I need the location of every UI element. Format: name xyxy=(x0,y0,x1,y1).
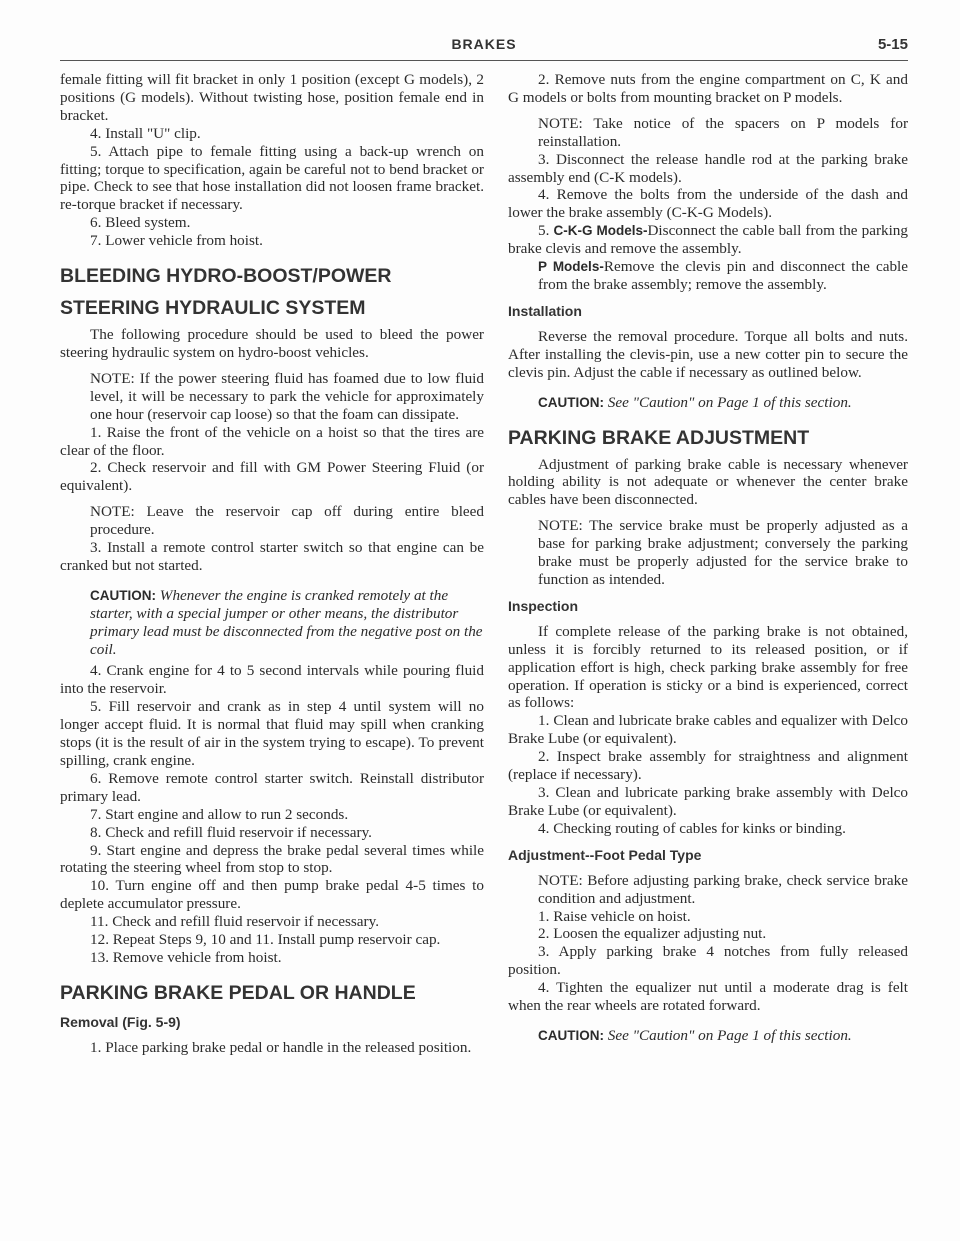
inspection-step-4: 4. Checking routing of cables for kinks or binding. xyxy=(538,819,846,837)
removal-step-4: 4. Remove the bolts from the underside of the dash and lower the brake assembly (C-K-G Models). xyxy=(508,186,908,222)
note-spacers: NOTE: Take notice of the spacers on P models for reinstallation. xyxy=(538,114,908,150)
bleed-step-4: 4. Crank engine for 4 to 5 second intervals while pouring fluid into the reservoir. xyxy=(60,662,484,698)
removal-step-5 xyxy=(508,222,908,258)
inspection-text: If complete release of the parking brake is not obtained, unless it is forcibly returned to its released position, or if application effort is high, check parking brake assembly for free operation. If operation is sticky or a bind is experienced, correct as follows: xyxy=(508,622,908,712)
inspection-step-3: 3. Clean and lubricate parking brake assembly with Delco Brake Lube (or equivalent). xyxy=(508,784,908,819)
step-5-text: Disconnect the cable ball from the parking brake clevis and remove the assembly. xyxy=(508,222,908,258)
bleed-step-11: 11. Check and refill fluid reservoir if necessary. xyxy=(90,913,380,931)
foot-step-3: 3. Apply parking brake 4 notches from fully released position. xyxy=(508,943,908,979)
p-models-step xyxy=(508,258,908,294)
adjustment-intro: Adjustment of parking brake cable is necessary whenever holding ability is not adequate or whenever the center brake cables have been disconnected. xyxy=(508,455,908,509)
paragraph-continued: female fitting will fit bracket in only 1 position (except G models), 2 positions (G models). Without twisting hose, position female end in bracket. xyxy=(60,71,484,124)
foot-step-2: 2. Loosen the equalizer adjusting nut. xyxy=(538,925,767,943)
caution-starter xyxy=(60,587,484,659)
heading-installation: Installation xyxy=(508,302,582,319)
bleed-step-6: 6. Remove remote control starter switch. Reinstall distributor primary lead. xyxy=(60,769,484,805)
caution-label: CAUTION: xyxy=(90,587,156,603)
bleed-step-12: 12. Repeat Steps 9, 10 and 11. Install pump reservoir cap. xyxy=(90,931,441,949)
heading-removal: Removal (Fig. 5-9) xyxy=(60,1013,181,1030)
ckg-models-label: C-K-G Models- xyxy=(553,223,648,239)
heading-parking-pedal: PARKING BRAKE PEDAL OR HANDLE xyxy=(60,981,416,1004)
bleed-step-10: 10. Turn engine off and then pump brake pedal 4-5 times to deplete accumulator pressure. xyxy=(60,877,484,913)
removal-step-1: 1. Place parking brake pedal or handle in the released position. xyxy=(90,1038,472,1056)
step-7: 7. Lower vehicle from hoist. xyxy=(90,232,263,250)
p-models-text: Remove the clevis pin and disconnect the cable from the brake assembly; remove the assembly. xyxy=(538,258,909,293)
foot-step-4: 4. Tighten the equalizer nut until a moderate drag is felt when the rear wheels are rotated forward. xyxy=(508,979,908,1015)
inspection-step-2: 2. Inspect brake assembly for straightness and alignment (replace if necessary). xyxy=(508,748,908,784)
step-5: 5. Attach pipe to female fitting using a back-up wrench on fitting; torque to specification, again be careful not to bend bracket or pipe. Check to see that hose installation did not loosen frame bracket. re-torque bracket if necessary. xyxy=(60,142,484,214)
bleed-step-7: 7. Start engine and allow to run 2 seconds. xyxy=(90,805,349,823)
step-4: 4. Install "U" clip. xyxy=(90,124,201,142)
note-foam: NOTE: If the power steering fluid has foamed due to low fluid level, it will be necessary to park the vehicle for approximately one hour (reservoir cap loose) so that the foam can dissipate. xyxy=(90,369,484,423)
caution-ref-text: See "Caution" on Page 1 of this section. xyxy=(607,393,852,411)
bleed-step-3: 3. Install a remote control starter switch so that engine can be cranked but not started. xyxy=(60,539,484,574)
heading-foot-pedal: Adjustment--Foot Pedal Type xyxy=(508,846,702,863)
inspection-step-1: 1. Clean and lubricate brake cables and equalizer with Delco Brake Lube (or equivalent). xyxy=(508,712,908,748)
p-models-label: P Models- xyxy=(538,259,604,275)
caution-ref-1 xyxy=(508,394,908,412)
caution-ref-text-2: See "Caution" on Page 1 of this section. xyxy=(607,1026,852,1044)
bleed-step-5: 5. Fill reservoir and crank as in step 4 until system will no longer accept fluid. It is normal that fluid may spill when cranking stops (it is the result of air in the system trying to escape). To prevent spilling, crank engine. xyxy=(60,698,484,769)
caution-label: CAUTION: xyxy=(538,394,604,410)
bleed-step-8: 8. Check and refill fluid reservoir if necessary. xyxy=(90,823,372,841)
caution-label: CAUTION: xyxy=(538,1027,604,1043)
caution-ref-2 xyxy=(508,1027,908,1045)
heading-parking-adjustment: PARKING BRAKE ADJUSTMENT xyxy=(508,426,810,449)
section-title: BRAKES xyxy=(451,36,517,52)
bleed-step-9: 9. Start engine and depress the brake pedal several times while rotating the steering wheel from stop to stop. xyxy=(60,841,484,877)
left-column xyxy=(60,71,484,1057)
header-rule xyxy=(60,60,908,61)
right-column xyxy=(508,71,908,1049)
step-5-number: 5. xyxy=(538,222,550,240)
heading-inspection: Inspection xyxy=(508,597,579,614)
caution-text: Whenever the engine is cranked remotely at the starter, with a special jumper or other means, the distributor primary lead must be disconnected from the negative post on the coil. xyxy=(90,586,483,658)
bleed-step-13: 13. Remove vehicle from hoist. xyxy=(90,948,282,966)
heading-bleeding-line1: BLEEDING HYDRO-BOOST/POWER xyxy=(60,265,392,288)
page-number: 5-15 xyxy=(877,36,908,53)
installation-text: Reverse the removal procedure. Torque all bolts and nuts. After installing the clevis-pin, use a new cotter pin to secure the clevis pin. Adjust the cable if necessary as outlined below. xyxy=(508,327,908,381)
heading-bleeding-line2: STEERING HYDRAULIC SYSTEM xyxy=(60,297,366,320)
note-reservoir-cap: NOTE: Leave the reservoir cap off during entire bleed procedure. xyxy=(90,503,484,539)
bleed-step-2: 2. Check reservoir and fill with GM Power Steering Fluid (or equivalent). xyxy=(60,459,484,495)
bleed-step-1: 1. Raise the front of the vehicle on a hoist so that the tires are clear of the floor. xyxy=(60,423,484,459)
step-6: 6. Bleed system. xyxy=(90,214,191,232)
note-before-adjusting: NOTE: Before adjusting parking brake, check service brake condition and adjustment. xyxy=(538,871,908,907)
foot-step-1: 1. Raise vehicle on hoist. xyxy=(538,907,691,925)
note-service-brake: NOTE: The service brake must be properly adjusted as a base for parking brake adjustment; conversely the parking brake must be properly adjusted for the service brake to function as intended. xyxy=(538,517,908,588)
bleeding-intro: The following procedure should be used to bleed the power steering hydraulic system on hydro-boost vehicles. xyxy=(60,326,484,361)
page-header xyxy=(60,32,908,60)
heading-bleeding xyxy=(60,264,484,320)
removal-step-2: 2. Remove nuts from the engine compartment on C, K and G models or bolts from mounting bracket on P models. xyxy=(508,71,908,106)
removal-step-3: 3. Disconnect the release handle rod at the parking brake assembly end (C-K models). xyxy=(508,150,908,186)
